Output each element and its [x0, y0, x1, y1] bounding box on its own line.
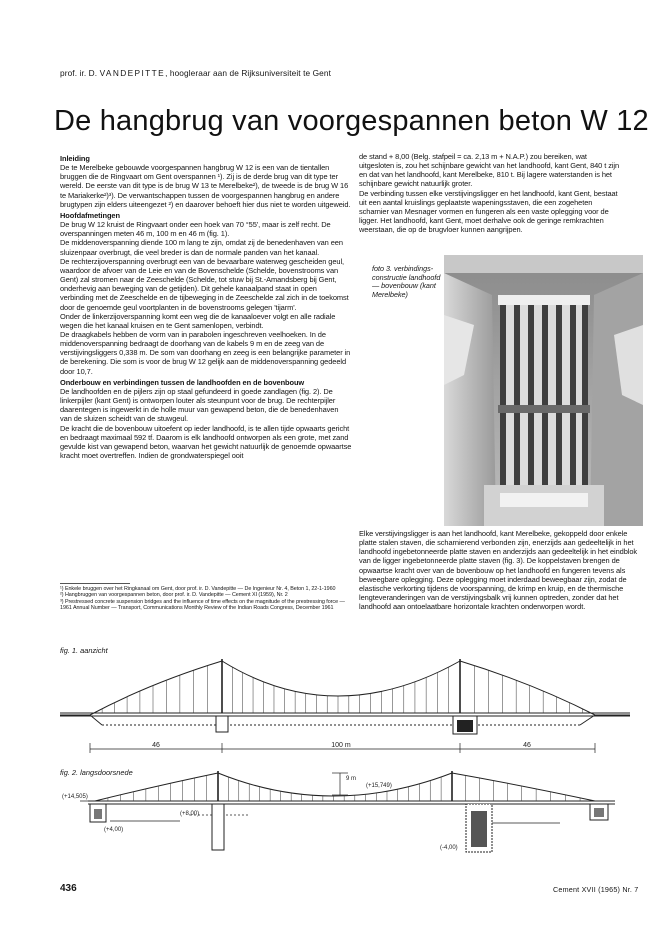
level-label: (+14,505) [62, 794, 88, 800]
level-label: (+8,00) [180, 811, 200, 817]
left-column [60, 152, 352, 460]
right-column [359, 152, 620, 234]
paragraph: de stand + 8,00 (Belg. stafpeil = ca. 2,13 m + N.A.P.) zou bereiken, wat uitgesloten is, zou het schijnbare gewicht van het landhoofd, kant Gent, 840 t zijn en dat van het landhoofd, kant Merelbeke, 810 t. Bij lagere waterstanden is het schijnbare gewicht natuurlijk groter. [359, 152, 620, 189]
heading-onderbouw: Onderbouw en verbindingen tussen de landhoofden en de bovenbouw [60, 377, 305, 387]
pier-right-fill [471, 811, 487, 847]
fig1-elevation-drawing [50, 655, 640, 760]
page-number: 436 [60, 883, 77, 894]
paragraph: De draagkabels hebben de vorm van in parabolen ingeschreven veelhoeken. In de middenoverspanning bedraagt de doorhang van de kabels 9 m en de zeeg van de verstijvingsliggers 0,338 m. De som van doorhang en zeeg is een belangrijke parameter in de berekening. Die som is voor de brug W 12 gelijk aan de middenoverspanning gedeeld door 10,7. [60, 329, 351, 376]
fig2-section-drawing [50, 765, 640, 865]
cable [218, 773, 452, 796]
pier-left [212, 804, 224, 850]
paragraph: Onder de linkerzijoverspanning komt een weg die de kanaaloever volgt en alle radiale wegen die het kanaal kruisen en te Gent samenlopen, verbindt. [60, 311, 336, 330]
cable [460, 661, 595, 715]
byline-prefix: prof. ir. D. [60, 68, 100, 78]
paragraph: De verbinding tussen elke verstijvingsligger en het landhoofd, kant Gent, bestaat uit een aantal kruislings geplaatste wapeningsstaven, die een zogeheten scharnier van Mesnager vormen en fungeren als een vaste oplegging voor de ligger. Het landhoofd, kant Gent, moet derhalve ook de geringe remkrachten weerstaan, die op de brugvloer kunnen aangrijpen. [359, 188, 618, 235]
cable [452, 773, 595, 801]
paragraph: De rechterzijoverspanning overbrugt een van de bevaarbare waterweg gescheiden geul, waardoor de afvoer van de Leie en van de Bovenschelde (Schelde, bovenstrooms van Gent) zal stromen naar de Zeeschelde (Schelde, tot stuw bij St.-Amandsberg bij Gent, onderhevig aan beweging van de getijden). Dit gehele kanaalpand staat in open verbinding met de Zeeschelde en de tijbeweging in de Zeeschelde zal zich in de toekomst door de genoemde geul voortplanten in de bovenstrooms gelegen 'tijarm'. [60, 256, 349, 312]
paragraph: De landhoofden en de pijlers zijn op staal gefundeerd in goede zandlagen (fig. 2). De linkerpijler (kant Gent) is ontworpen louter als steunpunt voor de brug. De rechterpijler daarentegen is ingewerkt in de holle muur van gewapend beton, die de benedenhaven van de sluizen scheidt van de stuwgeul. [60, 386, 339, 424]
sag-label: 9 m [346, 776, 357, 782]
abutment-right-fill [594, 808, 604, 817]
paragraph: De te Merelbeke gebouwde voorgespannen hangbrug W 12 is een van de tientallen bruggen die de Ringvaart om Gent overspannen ¹). Zij is de derde brug van dit type ter wereld. De eerste van dit type is de brug W 13 te Merelbeke²), de tweede is de brug W 16 te Mariakerke²)³). De verwantschappen tussen de voorgespannen hangbrug en andere brugtypen zijn elders uiteengezet ²) en daarover behoeft hier dus niet te worden uitgeweid. [60, 163, 351, 209]
cable [95, 773, 218, 801]
article-title: De hangbrug van voorgespannen beton W 12 [54, 105, 649, 137]
dimension-left: 46 [152, 742, 160, 749]
footnote-3: ³) Prestressed concrete suspension bridges and the influence of time effects on the magnitude of the prestressing force — 1961 Annual Number — Transport, Communications Monthly Review of the Indian Roads Congress, December 1961 [60, 598, 345, 611]
photo-landhoofd-connection [444, 255, 643, 526]
heading-inleiding: Inleiding [60, 154, 90, 163]
dimension-middle: 100 m [331, 742, 351, 749]
footnote-1: ¹) Enkele bruggen over het Ringkanaal om Gent, door prof. ir. D. Vandepitte — De Ingenieur Nr. 4, Beton 1, 22-1-1960 [60, 586, 336, 592]
cable [222, 661, 460, 696]
byline [60, 68, 331, 78]
photo-caption: foto 3. verbindings-constructie landhoofd — bovenbouw (kant Merelbeke) [372, 264, 441, 299]
right-column-continued [359, 529, 642, 611]
paragraph: De kracht die de bovenbouw uitoefent op ieder landhoofd, is te allen tijde opwaarts gericht en bedraagt maximaal 592 tf. Daarom is elk landhoofd ontworpen als een grote, met zand gevulde kist van gewapend beton, waarvan het gewicht natuurlijk de genoemde opwaartse kracht moet overtreffen. Indien de grondwaterspiegel ooit [60, 423, 352, 460]
level-label: (+15,749) [366, 783, 392, 789]
byline-affiliation: , hoogleraar aan de Rijksuniversiteit te Gent [165, 68, 331, 78]
fig2-label: fig. 2. langsdoorsnede [60, 768, 133, 777]
footnote-divider [60, 583, 130, 584]
footnotes [60, 583, 352, 611]
paragraph: Elke verstijvingsligger is aan het landhoofd, kant Merelbeke, gekoppeld door enkele platte stalen staven, die scharnierend verbonden zijn, enerzijds aan gedeeltelijk in het landhoofd ingebetonneerde platte staven en anderzijds aan gedeeltelijk in het eindblok van de ligger ingebetonneerde platte staven (fig. 3). De koppelstaven brengen de opwaartse kracht over van de bovenbouw op het landhoofd en fungeren tevens als beweegbare oplegging. Deze oplegging moet inderdaad beweegbaar zijn, zodat de elastische verkorting tijdens de voorspanning, de krimp en kruip, en de thermische lengteveranderingen van de verstijvingsbalk vrij kunnen optreden, zonder dat het landhoofd aan ontoelaatbare horizontale krachten onderworpen wordt. [359, 529, 638, 612]
level-label: (+4,00) [104, 827, 124, 833]
dimension-right: 46 [523, 742, 531, 749]
level-label: (-4,00) [440, 845, 458, 851]
paragraph: De middenoverspanning diende 100 m lang te zijn, omdat zij de benedenhaven van een sluizenpaar overbrugt, die veel breder is dan de normale panden van het kanaal. [60, 238, 343, 257]
pier-right-fill [457, 720, 473, 732]
pier-left [216, 716, 228, 732]
footnote-2: ²) Hangbruggen van voorgespannen beton, door prof. ir. D. Vandepitte — Cement XI (1959), Nr. 2 [60, 592, 288, 599]
fig1-label: fig. 1. aanzicht [60, 646, 108, 655]
paragraph: De brug W 12 kruist de Ringvaart onder een hoek van 70 °55', maar is zelf recht. De overspanningen meten 46 m, 100 m en 46 m (fig. 1). [60, 220, 331, 239]
cable [90, 661, 222, 715]
abutment-left-fill [94, 809, 102, 819]
journal-citation: Cement XVII (1965) Nr. 7 [553, 885, 639, 894]
photo-image [444, 255, 643, 526]
heading-hoofdafmetingen: Hoofdafmetingen [60, 210, 120, 220]
author-name: VANDEPITTE [99, 68, 166, 78]
